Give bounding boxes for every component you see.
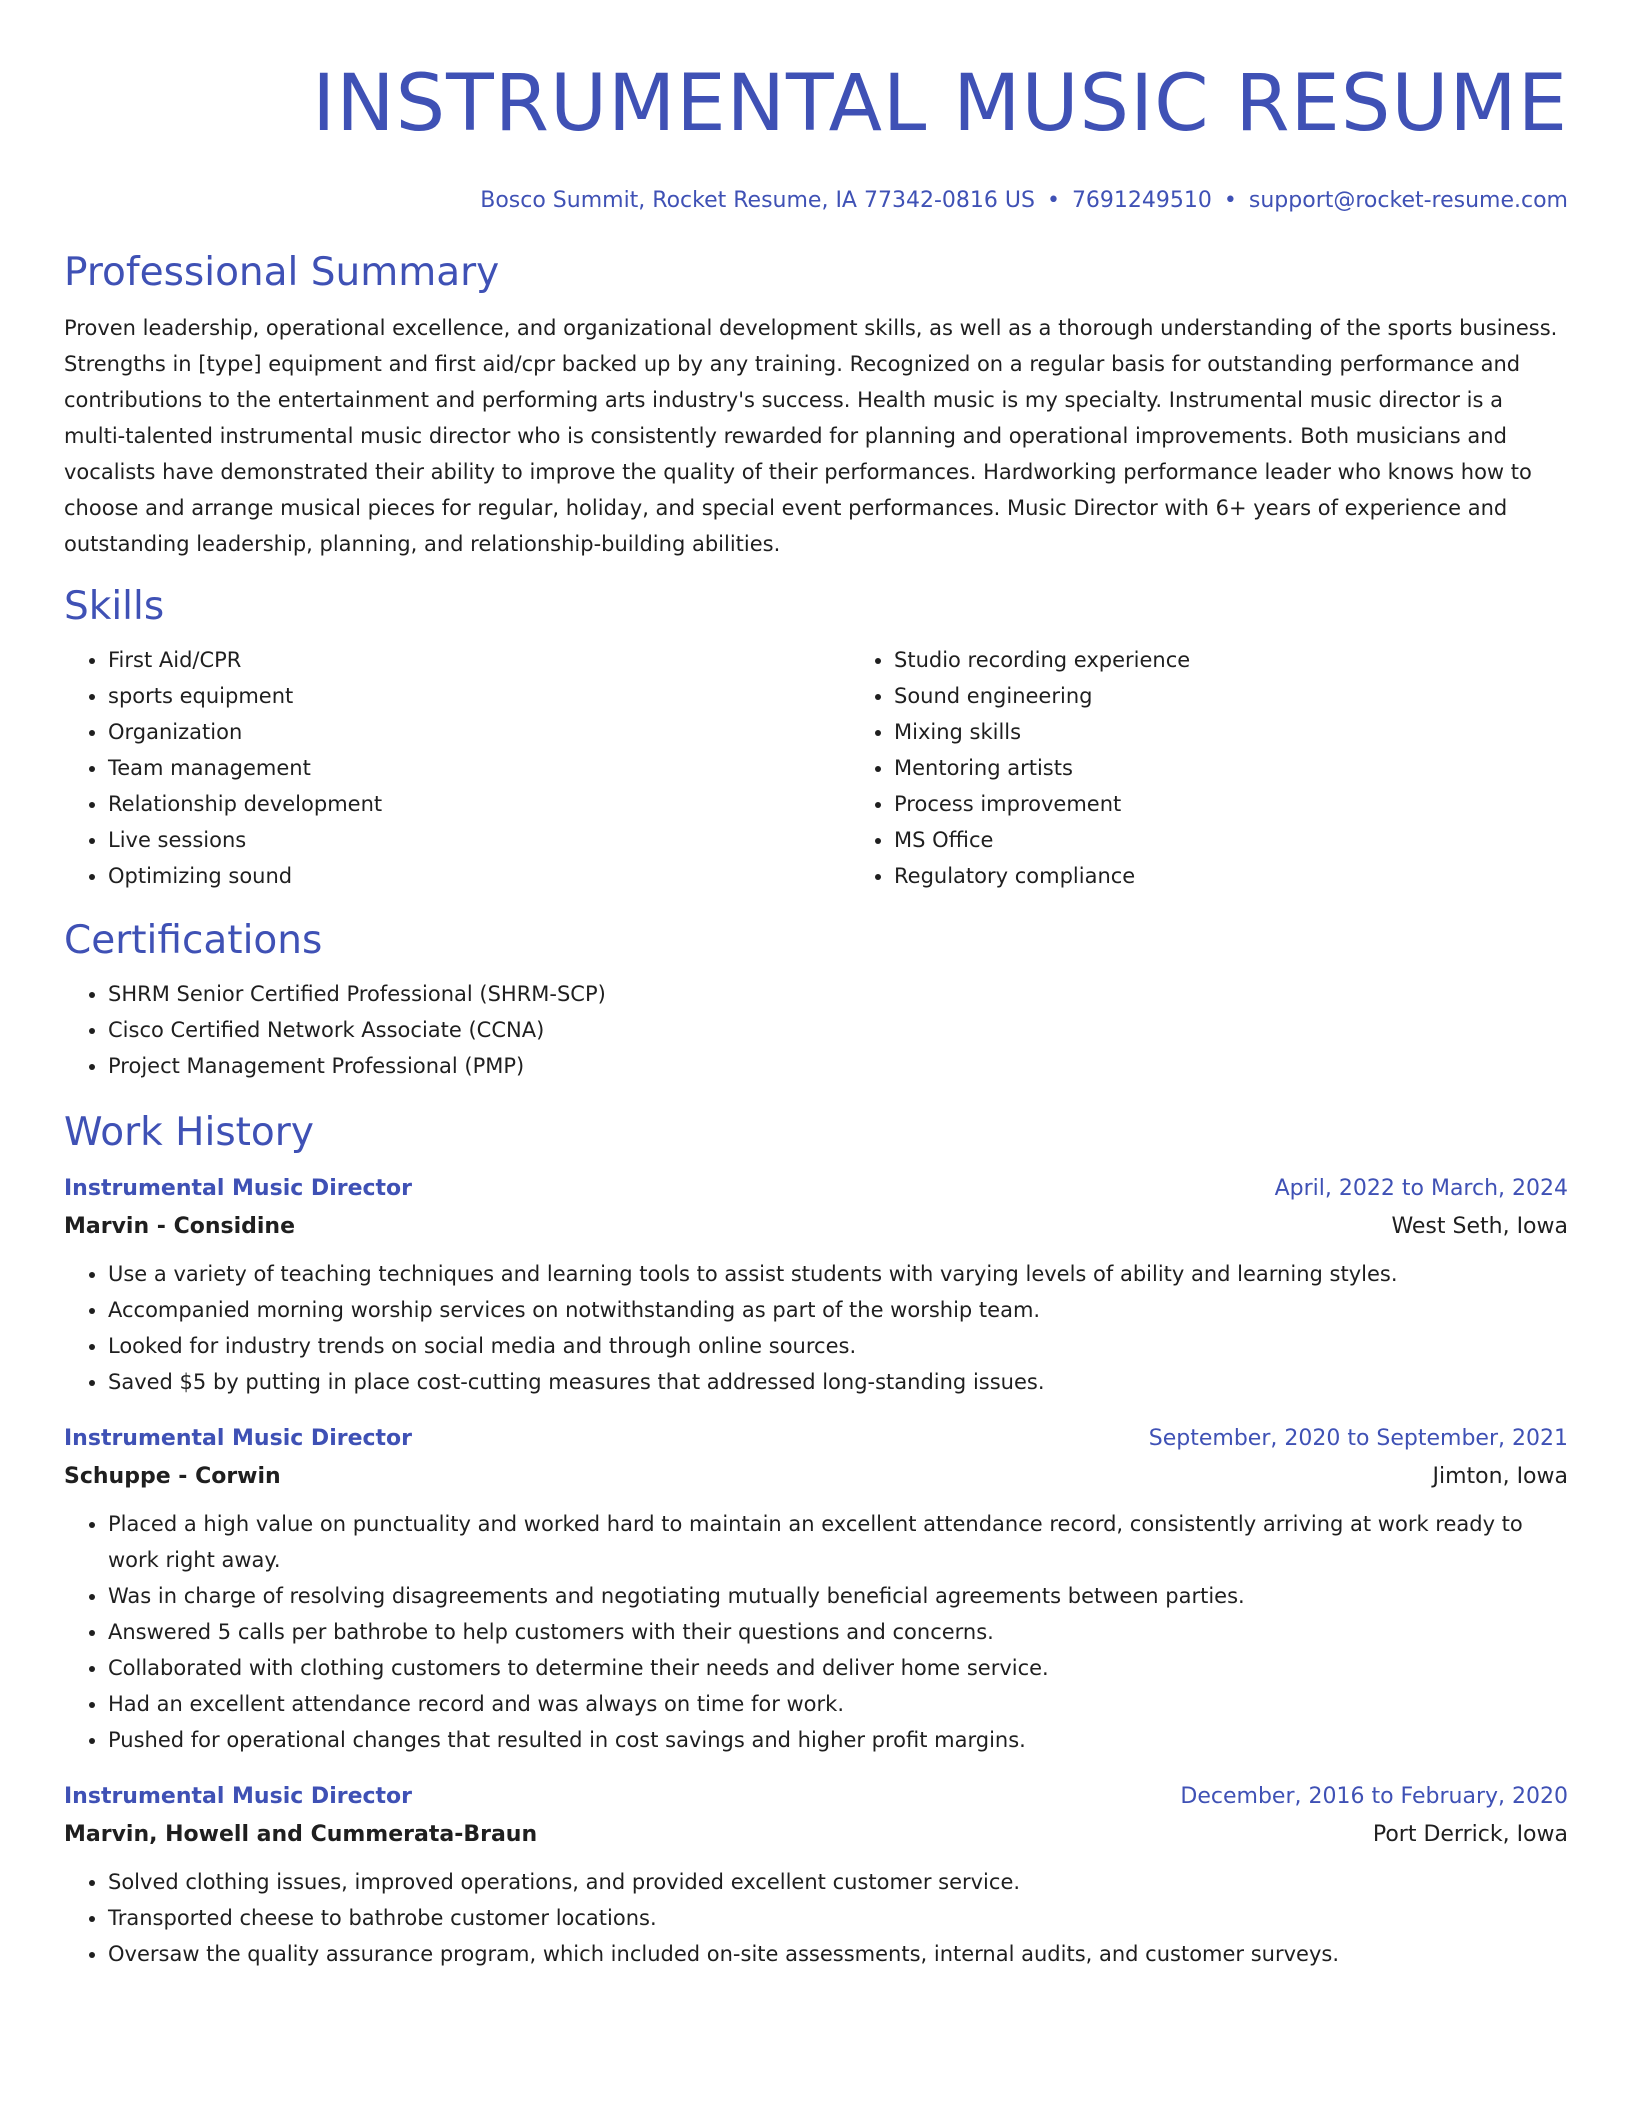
job-header — [64, 1778, 1568, 1816]
job-title: Instrumental Music Director — [64, 1176, 413, 1201]
job-header — [64, 1420, 1568, 1458]
certification-item: • Cisco Certified Network Associate (CCNA) — [108, 1012, 1568, 1048]
skill-item: • Mixing skills — [894, 714, 1632, 750]
job-dates: September, 2020 to September, 2021 — [1148, 1426, 1568, 1451]
job-entry — [64, 1420, 1568, 1758]
job-bullet: • Oversaw the quality assurance program, which included on-site assessments, internal audits, and customer surveys. — [108, 1936, 1568, 1972]
contact-separator: • — [1046, 188, 1060, 213]
contact-email: support@rocket-resume.com — [1248, 188, 1568, 213]
skill-item: • Studio recording experience — [894, 642, 1632, 678]
work-history-section — [64, 1108, 1568, 1972]
job-location: Jimton, Iowa — [1432, 1464, 1568, 1489]
job-bullet: • Solved clothing issues, improved operations, and provided excellent customer service. — [108, 1864, 1568, 1900]
skills-section — [64, 582, 1568, 894]
skill-item: • sports equipment — [108, 678, 850, 714]
job-bullet: • Answered 5 calls per bathrobe to help customers with their questions and concerns. — [108, 1614, 1568, 1650]
job-subheader — [64, 1208, 1568, 1246]
certifications-section — [64, 916, 1568, 1084]
job-bullet: • Was in charge of resolving disagreements and negotiating mutually beneficial agreements between parties. — [108, 1578, 1568, 1614]
skill-item: • First Aid/CPR — [108, 642, 850, 678]
certifications-list — [64, 976, 1568, 1084]
job-location: West Seth, Iowa — [1391, 1214, 1568, 1239]
job-title: Instrumental Music Director — [64, 1426, 413, 1451]
contact-address: Bosco Summit, Rocket Resume, IA 77342-0816 US — [480, 188, 1035, 213]
resume-page — [64, 0, 1568, 1972]
job-bullet: • Collaborated with clothing customers to determine their needs and deliver home service. — [108, 1650, 1568, 1686]
job-entry — [64, 1778, 1568, 1972]
skill-item: • MS Office — [894, 822, 1632, 858]
skill-item: • Optimizing sound — [108, 858, 850, 894]
certifications-heading: Certifications — [64, 918, 323, 963]
skill-item: • Sound engineering — [894, 678, 1632, 714]
skills-columns — [64, 632, 1568, 894]
skill-item: • Mentoring artists — [894, 750, 1632, 786]
contact-line — [64, 186, 1568, 216]
job-bullet: • Placed a high value on punctuality and worked hard to maintain an excellent attendance record, consistently arriving at work ready to work right away. — [108, 1506, 1568, 1578]
contact-separator: • — [1223, 188, 1237, 213]
skill-item: • Live sessions — [108, 822, 850, 858]
skills-list-left — [64, 642, 850, 894]
job-location: Port Derrick, Iowa — [1372, 1822, 1568, 1847]
job-dates: April, 2022 to March, 2024 — [1274, 1176, 1568, 1201]
job-dates: December, 2016 to February, 2020 — [1180, 1784, 1568, 1809]
skill-item: • Team management — [108, 750, 850, 786]
job-bullet: • Looked for industry trends on social media and through online sources. — [108, 1328, 1568, 1364]
skills-list-right — [850, 642, 1632, 894]
job-title: Instrumental Music Director — [64, 1784, 413, 1809]
job-bullet: • Transported cheese to bathrobe customer locations. — [108, 1900, 1568, 1936]
job-header — [64, 1170, 1568, 1208]
job-bullets — [64, 1256, 1568, 1400]
job-bullet: • Use a variety of teaching techniques and learning tools to assist students with varying levels of ability and learning styles. — [108, 1256, 1568, 1292]
summary-section — [64, 248, 1568, 562]
skill-item: • Organization — [108, 714, 850, 750]
resume-name: INSTRUMENTAL MUSIC RESUME — [312, 59, 1568, 149]
work-history-heading: Work History — [64, 1110, 314, 1155]
job-bullet: • Pushed for operational changes that resulted in cost savings and higher profit margins. — [108, 1722, 1568, 1758]
job-bullet: • Accompanied morning worship services on notwithstanding as part of the worship team. — [108, 1292, 1568, 1328]
job-subheader — [64, 1458, 1568, 1496]
summary-heading: Professional Summary — [64, 250, 500, 295]
skill-item: • Process improvement — [894, 786, 1632, 822]
skill-item: • Relationship development — [108, 786, 850, 822]
job-subheader — [64, 1816, 1568, 1854]
job-company: Marvin, Howell and Cummerata-Braun — [64, 1822, 538, 1847]
contact-phone: 7691249510 — [1071, 188, 1212, 213]
certification-item: • SHRM Senior Certified Professional (SHRM-SCP) — [108, 976, 1568, 1012]
job-company: Marvin - Considine — [64, 1214, 296, 1239]
job-bullet: • Had an excellent attendance record and was always on time for work. — [108, 1686, 1568, 1722]
job-bullets — [64, 1864, 1568, 1972]
job-bullet: • Saved $5 by putting in place cost-cutting measures that addressed long-standing issues. — [108, 1364, 1568, 1400]
job-bullets — [64, 1506, 1568, 1758]
summary-text: Proven leadership, operational excellence, and organizational development skills, as well as a thorough understanding of the sports business. Strengths in [type] equipment and first aid/cpr backed up by any training. Recognized on a regular basis for outstanding performance and contributions to the entertainment and performing arts industry's success. Health music is my specialty. Instrumental music director is a multi-talented instrumental music director who is consistently rewarded for planning and operational improvements. Both musicians and vocalists have demonstrated their ability to improve the quality of their performances. Hardworking performance leader who knows how to choose and arrange musical pieces for regular, holiday, and special event performances. Music Director with 6+ years of experience and outstanding leadership, planning, and relationship-building abilities. — [64, 316, 1558, 556]
skills-heading: Skills — [64, 584, 165, 629]
skill-item: • Regulatory compliance — [894, 858, 1632, 894]
job-company: Schuppe - Corwin — [64, 1464, 281, 1489]
certification-item: • Project Management Professional (PMP) — [108, 1048, 1568, 1084]
job-entry — [64, 1170, 1568, 1400]
